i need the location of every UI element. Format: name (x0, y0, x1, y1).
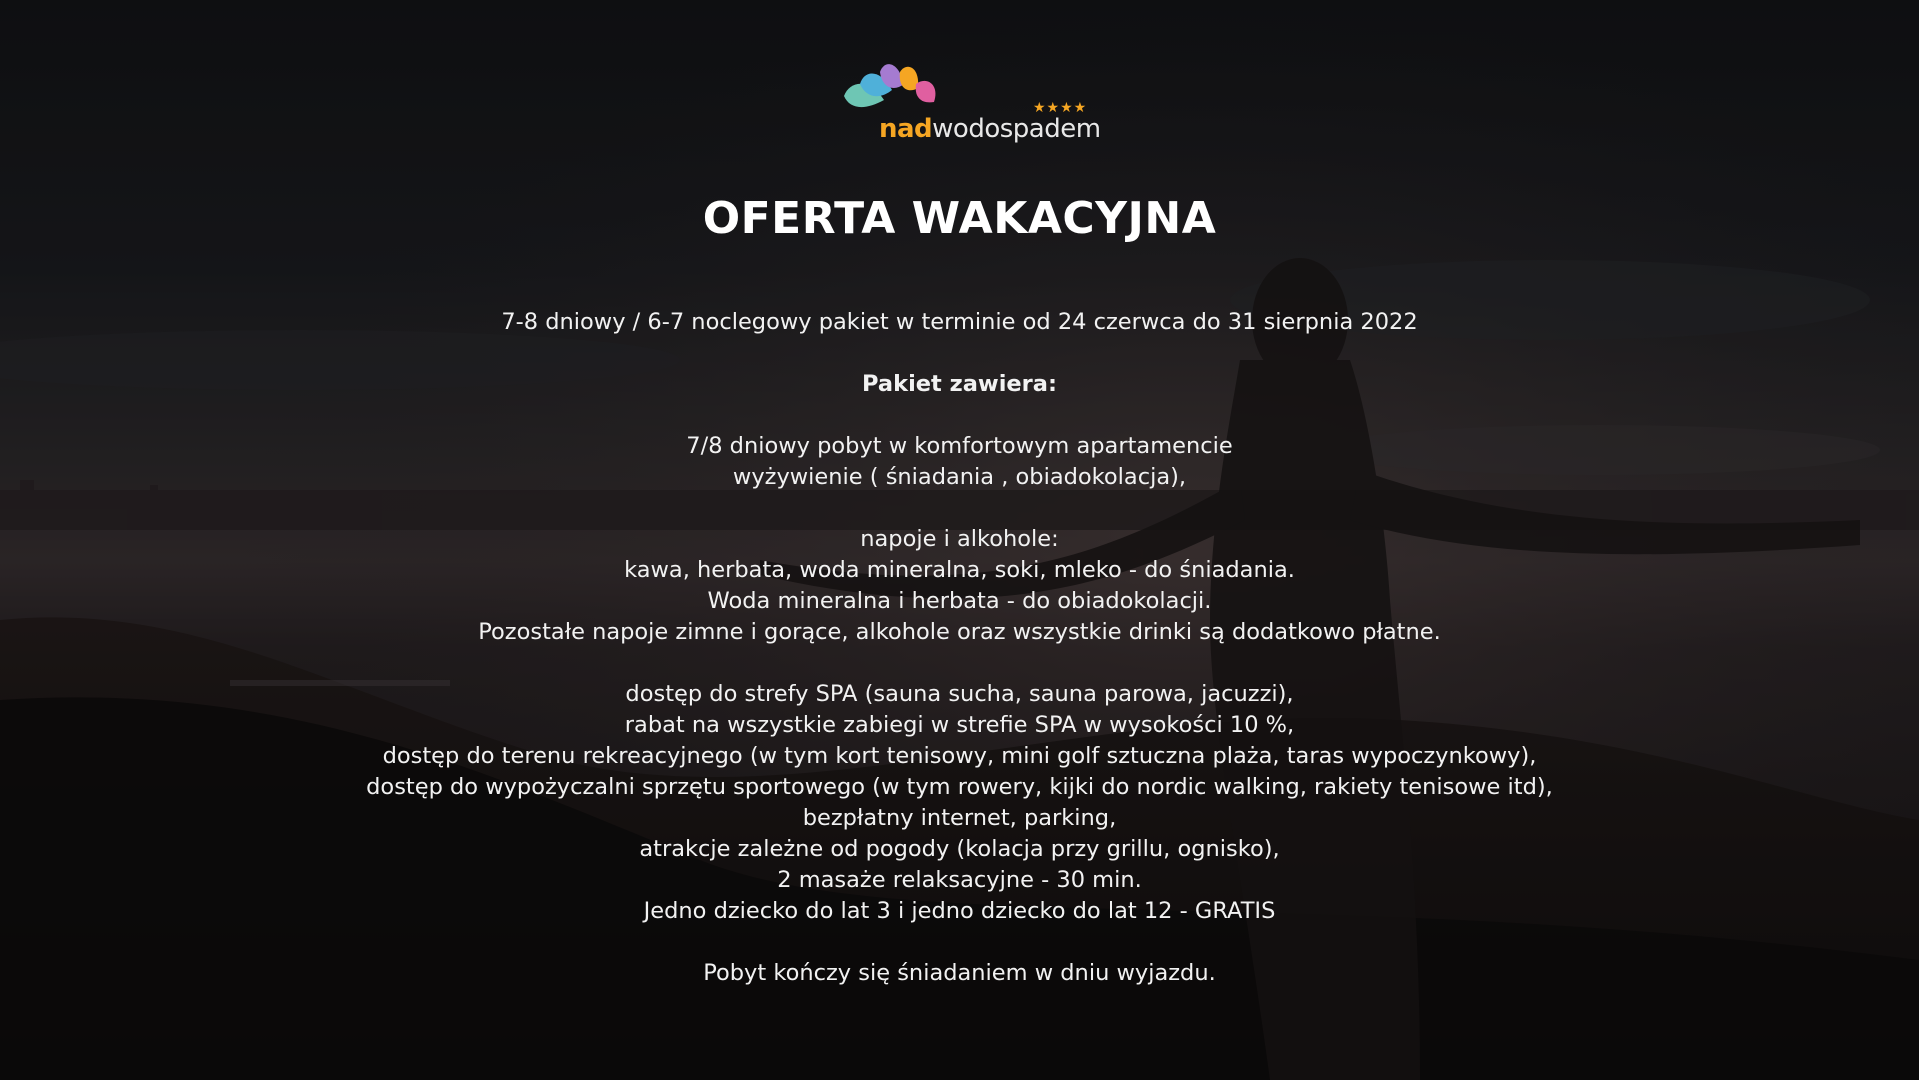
offer-line: kawa, herbata, woda mineralna, soki, mleko - do śniadania. (624, 557, 1295, 583)
offer-line: napoje i alkohole: (860, 526, 1059, 552)
brand-wordmark-part2: wodospadem (932, 114, 1101, 144)
offer-line: dostęp do strefy SPA (sauna sucha, sauna parowa, jacuzzi), (625, 681, 1294, 707)
offer-line: wyżywienie ( śniadania , obiadokolacja), (732, 464, 1187, 490)
offer-line: Woda mineralna i herbata - do obiadokolacji. (707, 588, 1212, 614)
blank-line (0, 338, 1919, 369)
blank-line (0, 493, 1919, 524)
brand-wordmark-part1: nad (879, 114, 933, 144)
hotel-rating-stars: ★★★★ (1033, 100, 1088, 116)
offer-line: dostęp do wypożyczalni sprzętu sportowego (w tym rowery, kijki do nordic walking, rakiety tenisowe itd), (366, 774, 1553, 800)
offer-line: 7/8 dniowy pobyt w komfortowym apartamencie (686, 433, 1233, 459)
offer-title: OFERTA WAKACYJNA (702, 193, 1217, 244)
offer-line: 2 masaże relaksacyjne - 30 min. (777, 867, 1142, 893)
offer-footer-line: Pobyt kończy się śniadaniem w dniu wyjazdu. (703, 960, 1216, 986)
blank-line (0, 648, 1919, 679)
offer-line: rabat na wszystkie zabiegi w strefie SPA w wysokości 10 %, (624, 712, 1295, 738)
offer-line: bezpłatny internet, parking, (802, 805, 1117, 831)
package-includes-heading: Pakiet zawiera: (862, 371, 1057, 397)
offer-line: dostęp do terenu rekreacyjnego (w tym kort tenisowy, mini golf sztuczna plaża, taras wypoczynkowy), (382, 743, 1537, 769)
offer-description (0, 307, 1919, 989)
blank-line (0, 400, 1919, 431)
brand-logo (836, 58, 1101, 158)
brand-wordmark (879, 114, 1101, 144)
offer-line: Jedno dziecko do lat 3 i jedno dziecko do lat 12 - GRATIS (643, 898, 1276, 924)
offer-line: atrakcje zależne od pogody (kolacja przy grillu, ognisko), (639, 836, 1280, 862)
blank-line (0, 927, 1919, 958)
offer-line: Pozostałe napoje zimne i gorące, alkohole oraz wszystkie drinki są dodatkowo płatne. (478, 619, 1441, 645)
offer-dates-line: 7-8 dniowy / 6-7 noclegowy pakiet w terminie od 24 czerwca do 31 sierpnia 2022 (501, 309, 1418, 335)
